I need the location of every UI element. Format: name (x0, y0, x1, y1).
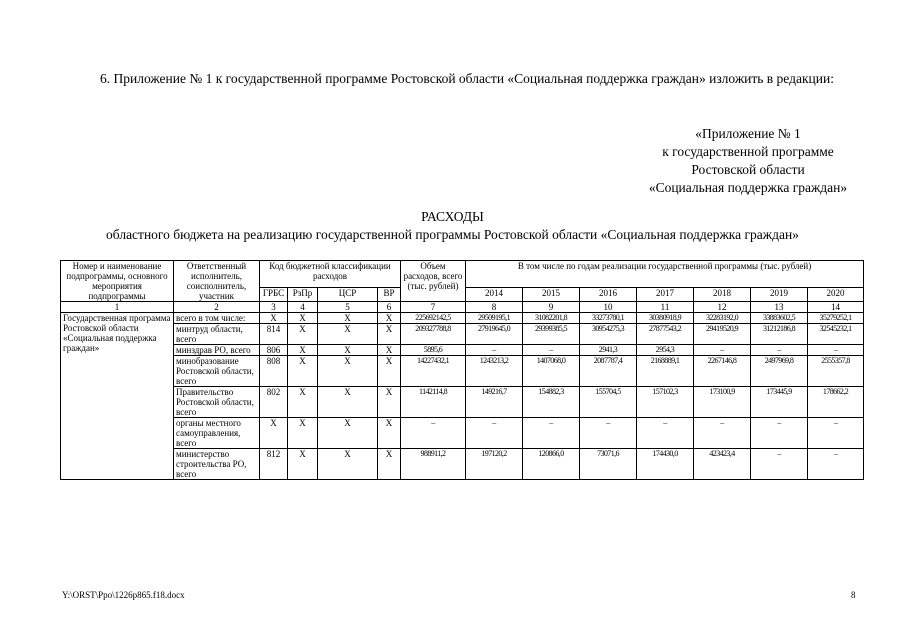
year-value-cell: 154882,3 (523, 387, 580, 418)
year-value-cell: 423423,4 (694, 449, 751, 480)
total-cell: 1142114,8 (401, 387, 466, 418)
column-number: 7 (401, 302, 466, 313)
total-cell: 225692142,5 (401, 313, 466, 324)
grbs-cell: 814 (260, 324, 288, 345)
grbs-cell: 808 (260, 356, 288, 387)
year-value-cell: 35279252,1 (808, 313, 864, 324)
year-value-cell: 31212186,8 (751, 324, 808, 345)
column-number: 2 (174, 302, 260, 313)
year-value-cell: – (580, 418, 637, 449)
header-vr: ВР (378, 287, 401, 301)
year-value-cell: 2555357,8 (808, 356, 864, 387)
table-row (61, 313, 864, 324)
responsible-cell: министерство строительства РО, всего (174, 449, 260, 480)
header-total: Объем расходов, всего (тыс. рублей) (401, 261, 466, 302)
grbs-cell: 802 (260, 387, 288, 418)
year-value-cell: – (523, 345, 580, 356)
year-value-cell: – (808, 418, 864, 449)
year-value-cell: 178662,2 (808, 387, 864, 418)
csr-cell: X (318, 418, 378, 449)
annex-line: Ростовской области (691, 162, 805, 177)
year-value-cell: 30954275,3 (580, 324, 637, 345)
year-value-cell: 2497969,8 (751, 356, 808, 387)
csr-cell: X (318, 356, 378, 387)
rzpr-cell: X (288, 449, 318, 480)
header-year: 2016 (580, 287, 637, 301)
year-value-cell: – (466, 418, 523, 449)
annex-line: «Социальная поддержка граждан» (648, 180, 848, 195)
year-value-cell: 2941,3 (580, 345, 637, 356)
year-value-cell: 174430,0 (637, 449, 694, 480)
document-title-block (0, 208, 905, 244)
year-value-cell: – (466, 345, 523, 356)
vr-cell: X (378, 345, 401, 356)
table-row (61, 387, 864, 418)
year-value-cell: – (808, 345, 864, 356)
header-year: 2017 (637, 287, 694, 301)
header-grbs: ГРБС (260, 287, 288, 301)
vr-cell: X (378, 313, 401, 324)
footer-file-path: Y:\ORST\Ppo\1226p865.f18.docx (62, 590, 185, 600)
column-number-row (61, 302, 864, 313)
year-value-cell: 33273780,1 (580, 313, 637, 324)
total-cell: 209327788,8 (401, 324, 466, 345)
year-value-cell: 2168889,1 (637, 356, 694, 387)
table-row (61, 345, 864, 356)
column-number: 3 (260, 302, 288, 313)
year-value-cell: 31082201,8 (523, 313, 580, 324)
program-name: Государственная программа Ростовской области «Социальная поддержка граждан» (61, 313, 174, 480)
year-value-cell: 2087787,4 (580, 356, 637, 387)
annex-line: «Приложение № 1 (695, 126, 801, 141)
total-cell: – (401, 418, 466, 449)
annex-line: к государственной программе (662, 144, 834, 159)
column-number: 4 (288, 302, 318, 313)
grbs-cell: X (260, 313, 288, 324)
column-number: 1 (61, 302, 174, 313)
responsible-cell: минздрав РО, всего (174, 345, 260, 356)
column-number: 9 (523, 302, 580, 313)
header-budget-code: Код бюджетной классификации расходов (260, 261, 401, 288)
header-year: 2019 (751, 287, 808, 301)
vr-cell: X (378, 356, 401, 387)
grbs-cell: X (260, 418, 288, 449)
year-value-cell: – (523, 418, 580, 449)
header-years-group: В том числе по годам реализации государственной программы (тыс. рублей) (466, 261, 864, 288)
column-number: 8 (466, 302, 523, 313)
csr-cell: X (318, 449, 378, 480)
year-value-cell: – (751, 345, 808, 356)
year-value-cell: 1243213,2 (466, 356, 523, 387)
header-year: 2014 (466, 287, 523, 301)
year-value-cell: 32545232,1 (808, 324, 864, 345)
header-responsible: Ответственный исполнитель, соисполнитель, участник (174, 261, 260, 302)
total-cell: 988911,2 (401, 449, 466, 480)
year-value-cell: 173445,9 (751, 387, 808, 418)
year-value-cell: 197120,2 (466, 449, 523, 480)
column-number: 13 (751, 302, 808, 313)
vr-cell: X (378, 449, 401, 480)
intro-paragraph: 6. Приложение № 1 к государственной программе Ростовской области «Социальная поддержка граждан» изложить в редакции: (100, 71, 834, 86)
vr-cell: X (378, 324, 401, 345)
rzpr-cell: X (288, 387, 318, 418)
vr-cell: X (378, 387, 401, 418)
header-year: 2015 (523, 287, 580, 301)
year-value-cell: 29509195,1 (466, 313, 523, 324)
year-value-cell: 157102,3 (637, 387, 694, 418)
header-name: Номер и наименование подпрограммы, основного мероприятия подпрограммы (61, 261, 174, 302)
page-number: 8 (851, 590, 856, 600)
year-value-cell: – (694, 418, 751, 449)
header-rzpr: РзПр (288, 287, 318, 301)
table-row (61, 418, 864, 449)
csr-cell: X (318, 387, 378, 418)
year-value-cell: 2954,3 (637, 345, 694, 356)
year-value-cell: 27877543,2 (637, 324, 694, 345)
year-value-cell: – (751, 418, 808, 449)
total-cell: 14227432,1 (401, 356, 466, 387)
year-value-cell: – (637, 418, 694, 449)
year-value-cell: 73071,6 (580, 449, 637, 480)
column-number: 12 (694, 302, 751, 313)
header-year: 2020 (808, 287, 864, 301)
responsible-cell: минтруд области, всего (174, 324, 260, 345)
rzpr-cell: X (288, 418, 318, 449)
annex-caption (628, 125, 868, 197)
year-value-cell: – (751, 449, 808, 480)
year-value-cell: – (808, 449, 864, 480)
year-value-cell: 1407068,0 (523, 356, 580, 387)
year-value-cell: 149216,7 (466, 387, 523, 418)
year-value-cell: 33883602,5 (751, 313, 808, 324)
rzpr-cell: X (288, 345, 318, 356)
table-row (61, 356, 864, 387)
column-number: 10 (580, 302, 637, 313)
year-value-cell: 29419520,9 (694, 324, 751, 345)
csr-cell: X (318, 324, 378, 345)
table-row (61, 324, 864, 345)
grbs-cell: 812 (260, 449, 288, 480)
rzpr-cell: X (288, 313, 318, 324)
expenses-table (60, 260, 864, 480)
year-value-cell: 29399385,5 (523, 324, 580, 345)
year-value-cell: 173100,9 (694, 387, 751, 418)
grbs-cell: 806 (260, 345, 288, 356)
year-value-cell: 30380918,9 (637, 313, 694, 324)
rzpr-cell: X (288, 324, 318, 345)
total-cell: 5895,6 (401, 345, 466, 356)
year-value-cell: 27919645,0 (466, 324, 523, 345)
responsible-cell: Правительство Ростовской области, всего (174, 387, 260, 418)
column-number: 5 (318, 302, 378, 313)
responsible-cell: органы местного самоуправления, всего (174, 418, 260, 449)
document-subtitle: областного бюджета на реализацию государственной программы Ростовской области «Социальная поддержка граждан» (106, 227, 799, 242)
column-number: 14 (808, 302, 864, 313)
year-value-cell: 120866,0 (523, 449, 580, 480)
csr-cell: X (318, 313, 378, 324)
header-csr: ЦСР (318, 287, 378, 301)
responsible-cell: всего в том числе: (174, 313, 260, 324)
year-value-cell: 32283192,0 (694, 313, 751, 324)
header-year: 2018 (694, 287, 751, 301)
document-title: РАСХОДЫ (421, 209, 484, 224)
year-value-cell: 155704,5 (580, 387, 637, 418)
year-value-cell: 2267146,8 (694, 356, 751, 387)
rzpr-cell: X (288, 356, 318, 387)
responsible-cell: минобразование Ростовской области, всего (174, 356, 260, 387)
column-number: 6 (378, 302, 401, 313)
year-value-cell: – (694, 345, 751, 356)
table-row (61, 449, 864, 480)
csr-cell: X (318, 345, 378, 356)
vr-cell: X (378, 418, 401, 449)
column-number: 11 (637, 302, 694, 313)
